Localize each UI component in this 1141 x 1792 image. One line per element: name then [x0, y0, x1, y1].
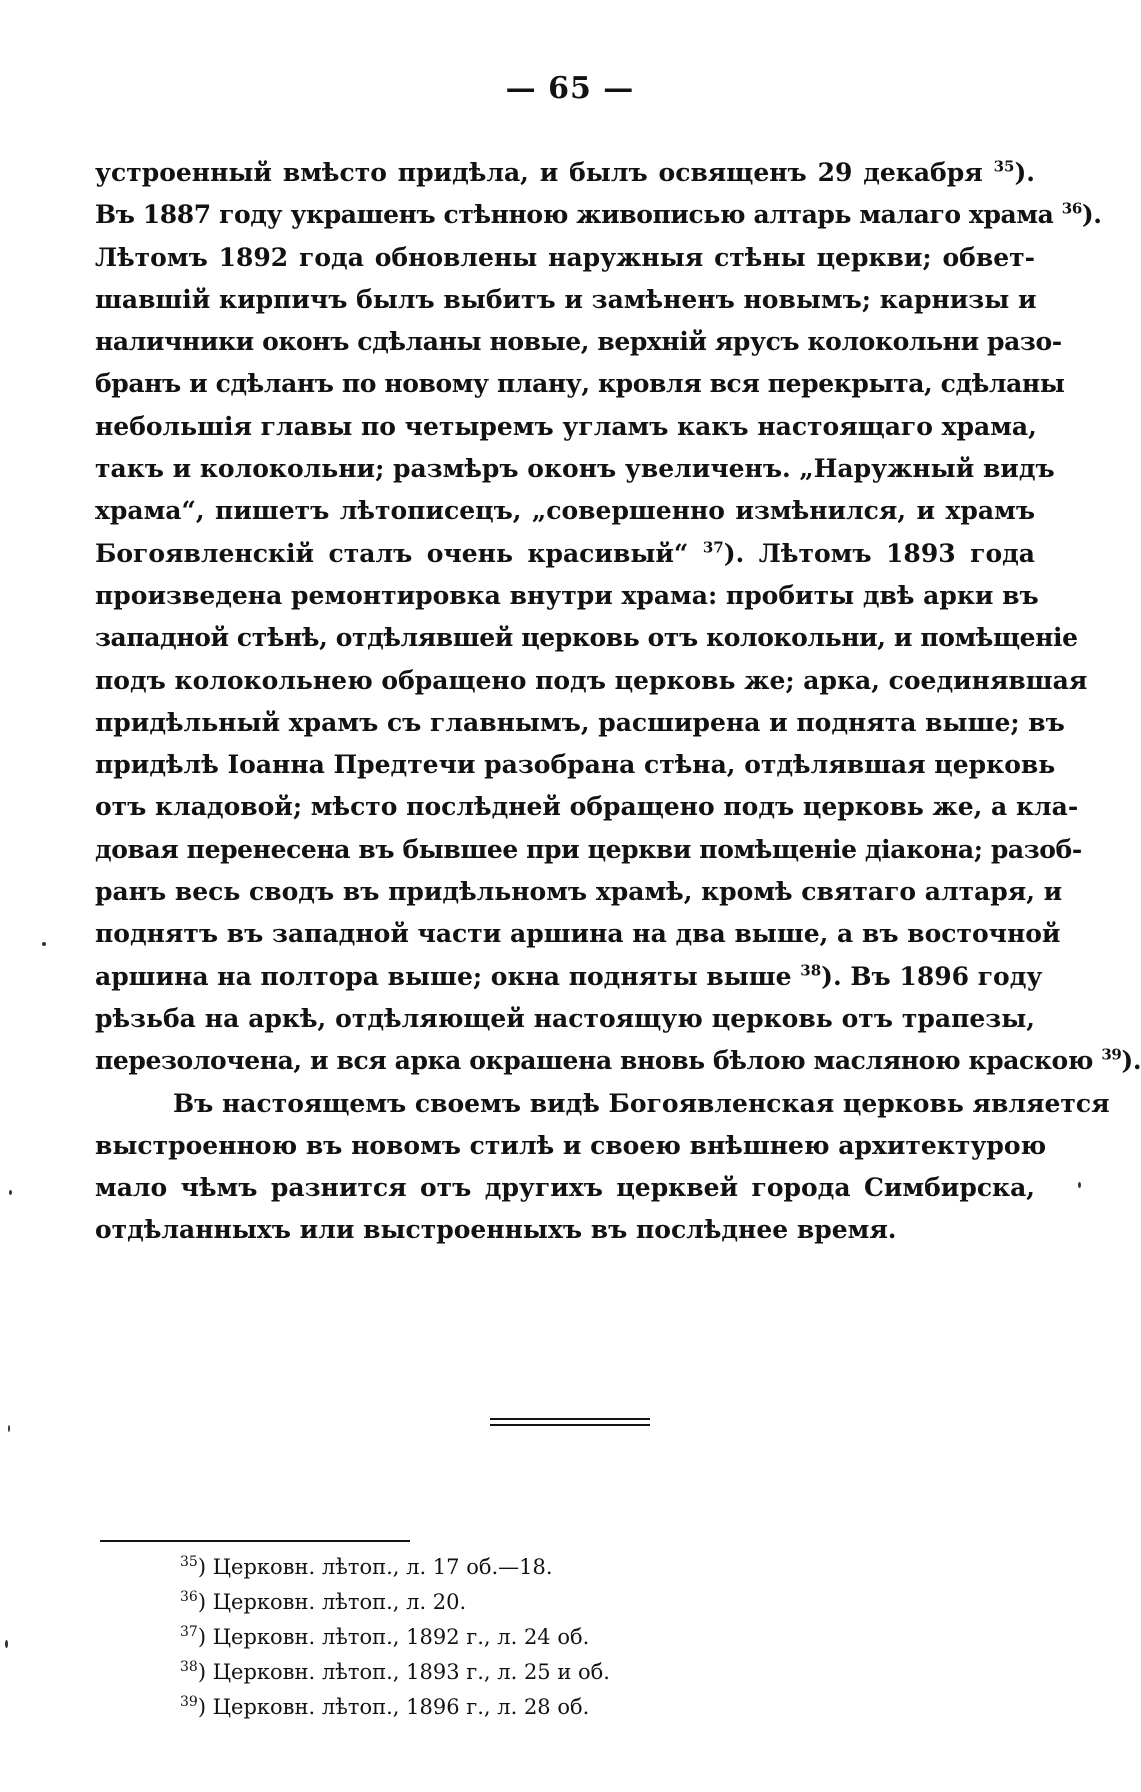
text-line: поднятъ въ западной части аршина на два выше, а въ восточной — [95, 919, 1061, 949]
text-line: перезолочена, и вся арка окрашена вновь бѣлою масляною краскою $^{39}$). — [95, 1045, 1141, 1076]
text-line: произведена ремонтировка внутри храма: пробиты двѣ арки въ — [95, 580, 1039, 610]
text-line: отдѣланныхъ или выстроенныхъ въ послѣднее время. — [95, 1215, 897, 1245]
scan-speck — [5, 1640, 8, 1648]
text-line: мало чѣмъ разнится отъ другихъ церквей города Симбирска, — [95, 1173, 1035, 1203]
text-line: бранъ и сдѣланъ по новому плану, кровля вся перекрыта, сдѣланы — [95, 369, 1065, 399]
text-line: Богоявленскій сталъ очень красивый“ $^{37}$). Лѣтомъ 1893 года — [95, 538, 1035, 568]
footnote-ref: 36 — [1061, 199, 1082, 218]
footnote-ref: 39 — [1101, 1045, 1122, 1064]
text-line: наличники оконъ сдѣланы новые, верхній ярусъ колокольни разо- — [95, 327, 1062, 357]
footnote-number: 39 — [180, 1694, 198, 1710]
text-line: Въ 1887 году украшенъ стѣнною живописью алтарь малаго храма $^{36}$). — [95, 199, 1102, 230]
scan-speck — [42, 942, 46, 946]
text-line: рѣзьба на аркѣ, отдѣляющей настоящую церковь отъ трапезы, — [95, 1003, 1035, 1033]
text-line: придѣльный храмъ съ главнымъ, расширена и поднята выше; въ — [95, 707, 1065, 737]
text-line: западной стѣнѣ, отдѣлявшей церковь отъ колокольни, и помѣщеніе — [95, 623, 1078, 653]
footnote-number: 36 — [180, 1589, 198, 1605]
footnote-ref: 35 — [993, 157, 1015, 176]
footnote-separator — [100, 1540, 410, 1542]
text-line: шавшій кирпичъ былъ выбитъ и замѣненъ новымъ; карнизы и — [95, 284, 1037, 314]
text-line: выстроенною въ новомъ стилѣ и своею внѣшнею архитектурою — [95, 1130, 1047, 1160]
text-line: небольшія главы по четыремъ угламъ какъ настоящаго храма, — [95, 411, 1037, 441]
footnote-number: 37 — [180, 1624, 198, 1640]
text-line: устроенный вмѣсто придѣла, и былъ освященъ 29 декабря $^{35}$). — [95, 157, 1035, 187]
paragraph-first-line: Въ настоящемъ своемъ видѣ Богоявленская церковь является — [173, 1088, 1110, 1118]
text-line: довая перенесена въ бывшее при церкви помѣщеніе діакона; разоб- — [95, 834, 1082, 864]
text-line: отъ кладовой; мѣсто послѣдней обращено подъ церковь же, а кла- — [95, 792, 1079, 822]
footnote-ref: 37 — [702, 538, 724, 557]
scan-speck — [9, 1190, 12, 1195]
footnote: $^{37}$) Церковн. лѣтоп., 1892 г., л. 24 об. — [180, 1624, 590, 1649]
text-line: Лѣтомъ 1892 года обновлены наружныя стѣны церкви; обвет- — [95, 242, 1035, 272]
text-line: подъ колокольнею обращено подъ церковь же; арка, соединявшая — [95, 665, 1088, 695]
text-line: такъ и колокольни; размѣръ оконъ увеличенъ. „Наружный видъ — [95, 454, 1055, 484]
footnote-number: 35 — [180, 1554, 198, 1570]
footnotes — [180, 1550, 880, 1725]
text-line: храма“, пишетъ лѣтописецъ, „совершенно измѣнился, и храмъ — [95, 496, 1035, 526]
footnote: $^{35}$) Церковн. лѣтоп., л. 17 об.—18. — [180, 1554, 553, 1579]
main-text — [95, 152, 1141, 1252]
scan-speck — [8, 1425, 10, 1432]
footnote-number: 38 — [180, 1659, 198, 1675]
page-number: — 65 — — [505, 71, 635, 106]
footnote-ref: 38 — [800, 961, 822, 980]
footnote: $^{38}$) Церковн. лѣтоп., 1893 г., л. 25 и об. — [180, 1659, 610, 1684]
footnote: $^{39}$) Церковн. лѣтоп., 1896 г., л. 28 об. — [180, 1694, 590, 1719]
text-line: ранъ весь сводъ въ придѣльномъ храмѣ, кромѣ святаго алтаря, и — [95, 877, 1063, 907]
footnote: $^{36}$) Церковн. лѣтоп., л. 20. — [180, 1589, 467, 1614]
section-divider — [490, 1418, 650, 1426]
text-line: аршина на полтора выше; окна подняты выше $^{38}$). Въ 1896 году — [95, 961, 1043, 991]
text-line: придѣлѣ Іоанна Предтечи разобрана стѣна, отдѣлявшая церковь — [95, 750, 1056, 780]
scan-speck — [1078, 1182, 1081, 1188]
